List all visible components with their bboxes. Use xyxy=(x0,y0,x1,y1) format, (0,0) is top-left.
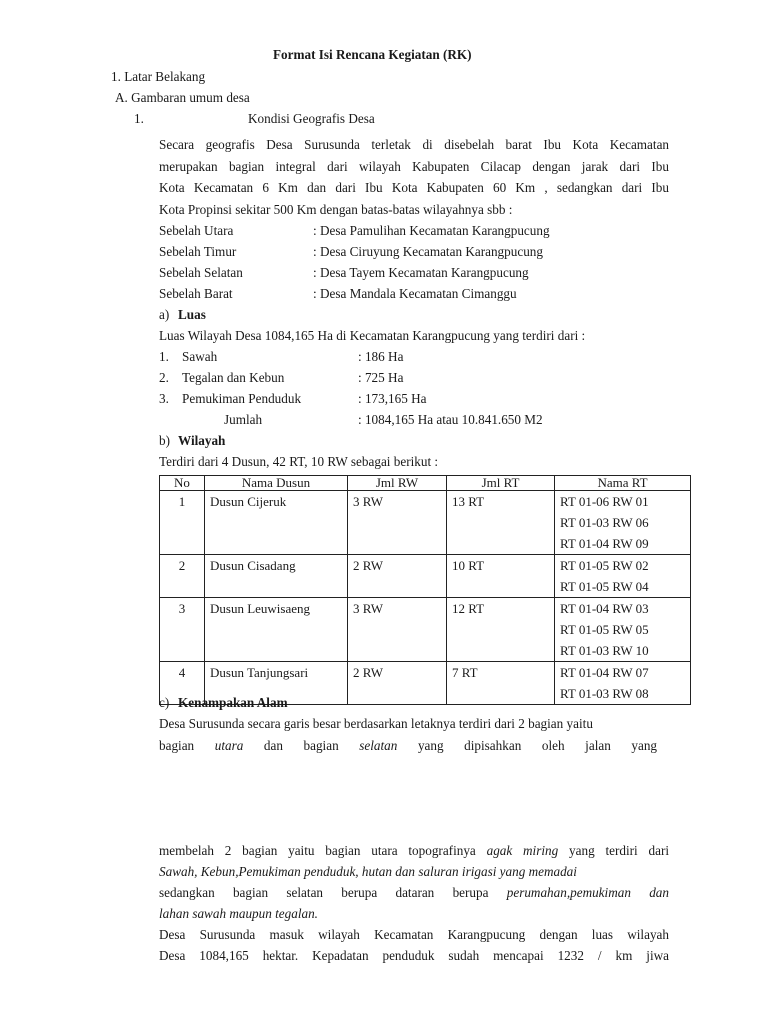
nama-rt-line: RT 01-06 RW 01 xyxy=(560,494,649,509)
border-value-west: : Desa Mandala Kecamatan Cimanggu xyxy=(313,286,517,301)
table-row xyxy=(160,555,691,598)
section-alam-number: c) xyxy=(159,695,170,710)
cell-no: 2 xyxy=(160,555,205,598)
section-wilayah-number: b) xyxy=(159,433,170,448)
heading-kondisi-geografis: Kondisi Geografis Desa xyxy=(248,111,375,126)
luas-total-value: : 1084,165 Ha atau 10.841.650 M2 xyxy=(358,412,543,427)
luas-total-label: Jumlah xyxy=(224,412,263,427)
dusun-table xyxy=(159,475,691,705)
border-label-west: Sebelah Barat xyxy=(159,286,233,301)
luas-item-number: 3. xyxy=(159,391,169,406)
luas-item-number: 1. xyxy=(159,349,169,364)
border-value-east: : Desa Ciruyung Kecamatan Karangpucung xyxy=(313,244,543,259)
nama-rt-line: RT 01-05 RW 04 xyxy=(560,579,649,594)
table-row xyxy=(160,491,691,555)
cell-rw: 2 RW xyxy=(348,662,447,705)
nama-rt-line: RT 01-03 RW 08 xyxy=(560,686,649,701)
cell-dusun: Dusun Tanjungsari xyxy=(205,662,348,705)
column-header-nama-dusun: Nama Dusun xyxy=(205,476,348,491)
cell-dusun: Dusun Leuwisaeng xyxy=(205,598,348,662)
cell-rt: 12 RT xyxy=(447,598,555,662)
intro-line-4: Kota Propinsi sekitar 500 Km dengan batas-batas wilayahnya sbb : xyxy=(159,202,513,217)
intro-line-2: merupakan bagian integral dari wilayah Kabupaten Cilacap dengan jarak dari Ibu xyxy=(159,159,669,174)
alam-p3-line-1: Desa Surusunda masuk wilayah Kecamatan Karangpucung dengan luas wilayah xyxy=(159,927,669,942)
luas-item-value: : 725 Ha xyxy=(358,370,404,385)
document-title: Format Isi Rencana Kegiatan (RK) xyxy=(273,47,472,62)
luas-item-label: Tegalan dan Kebun xyxy=(182,370,285,385)
nama-rt-line: RT 01-03 RW 10 xyxy=(560,643,649,658)
border-label-south: Sebelah Selatan xyxy=(159,265,243,280)
column-header-no: No xyxy=(160,476,205,491)
cell-rt: 10 RT xyxy=(447,555,555,598)
cell-rw: 2 RW xyxy=(348,555,447,598)
column-header-jml-rw: Jml RW xyxy=(348,476,447,491)
cell-nama-rt xyxy=(555,491,691,555)
wilayah-intro: Terdiri dari 4 Dusun, 42 RT, 10 RW sebagai berikut : xyxy=(159,454,439,469)
border-value-south: : Desa Tayem Kecamatan Karangpucung xyxy=(313,265,529,280)
luas-item-value: : 186 Ha xyxy=(358,349,404,364)
cell-nama-rt xyxy=(555,555,691,598)
alam-p2-line-1: membelah 2 bagian yaitu bagian utara topografinya agak miring yang terdiri dari xyxy=(159,843,670,858)
nama-rt-line: RT 01-03 RW 06 xyxy=(560,515,649,530)
cell-rt: 13 RT xyxy=(447,491,555,555)
border-value-north: : Desa Pamulihan Kecamatan Karangpucung xyxy=(313,223,550,238)
alam-p2-line-2: Sawah, Kebun,Pemukiman penduduk, hutan dan saluran irigasi yang memadai xyxy=(159,864,577,879)
cell-no: 3 xyxy=(160,598,205,662)
nama-rt-line: RT 01-05 RW 02 xyxy=(560,558,649,573)
nama-rt-line: RT 01-05 RW 05 xyxy=(560,622,649,637)
border-label-north: Sebelah Utara xyxy=(159,223,234,238)
cell-no: 1 xyxy=(160,491,205,555)
luas-item-label: Pemukiman Penduduk xyxy=(182,391,302,406)
cell-rw: 3 RW xyxy=(348,491,447,555)
alam-p2-line-4: lahan sawah maupun tegalan. xyxy=(159,906,318,921)
cell-rt: 7 RT xyxy=(447,662,555,705)
table-header-row xyxy=(160,476,691,491)
alam-p3-line-2: Desa 1084,165 hektar. Kepadatan penduduk sudah mencapai 1232 / km jiwa xyxy=(159,948,669,963)
luas-item-value: : 173,165 Ha xyxy=(358,391,427,406)
cell-nama-rt xyxy=(555,662,691,705)
nama-rt-line: RT 01-04 RW 09 xyxy=(560,536,649,551)
alam-p2-line-3: sedangkan bagian selatan berupa dataran berupa perumahan,pemukiman dan xyxy=(159,885,669,900)
column-header-nama-rt: Nama RT xyxy=(555,476,691,491)
heading-gambaran-umum: A. Gambaran umum desa xyxy=(115,90,250,105)
luas-intro: Luas Wilayah Desa 1084,165 Ha di Kecamatan Karangpucung yang terdiri dari : xyxy=(159,328,586,343)
intro-line-3: Kota Kecamatan 6 Km dan dari Ibu Kota Kabupaten 60 Km , sedangkan dari Ibu xyxy=(159,180,669,195)
nama-rt-line: RT 01-04 RW 07 xyxy=(560,665,649,680)
alam-line-2: bagian utara dan bagian selatan yang dipisahkan oleh jalan yang xyxy=(159,738,658,753)
column-header-jml-rt: Jml RT xyxy=(447,476,555,491)
cell-dusun: Dusun Cisadang xyxy=(205,555,348,598)
section-luas-number: a) xyxy=(159,307,170,322)
heading-number: 1. xyxy=(134,111,144,126)
luas-item-number: 2. xyxy=(159,370,169,385)
nama-rt-line: RT 01-04 RW 03 xyxy=(560,601,649,616)
cell-nama-rt xyxy=(555,598,691,662)
alam-line-1: Desa Surusunda secara garis besar berdasarkan letaknya terdiri dari 2 bagian yaitu xyxy=(159,716,593,731)
cell-dusun: Dusun Cijeruk xyxy=(205,491,348,555)
section-alam-heading: Kenampakan Alam xyxy=(178,695,288,710)
section-wilayah-heading: Wilayah xyxy=(178,433,226,448)
intro-line-1: Secara geografis Desa Surusunda terletak di disebelah barat Ibu Kota Kecamatan xyxy=(159,137,670,152)
cell-rw: 3 RW xyxy=(348,598,447,662)
table-row xyxy=(160,598,691,662)
cell-no: 4 xyxy=(160,662,205,705)
heading-latar-belakang: 1. Latar Belakang xyxy=(111,69,206,84)
luas-item-label: Sawah xyxy=(182,349,218,364)
border-label-east: Sebelah Timur xyxy=(159,244,237,259)
section-luas-heading: Luas xyxy=(178,307,206,322)
